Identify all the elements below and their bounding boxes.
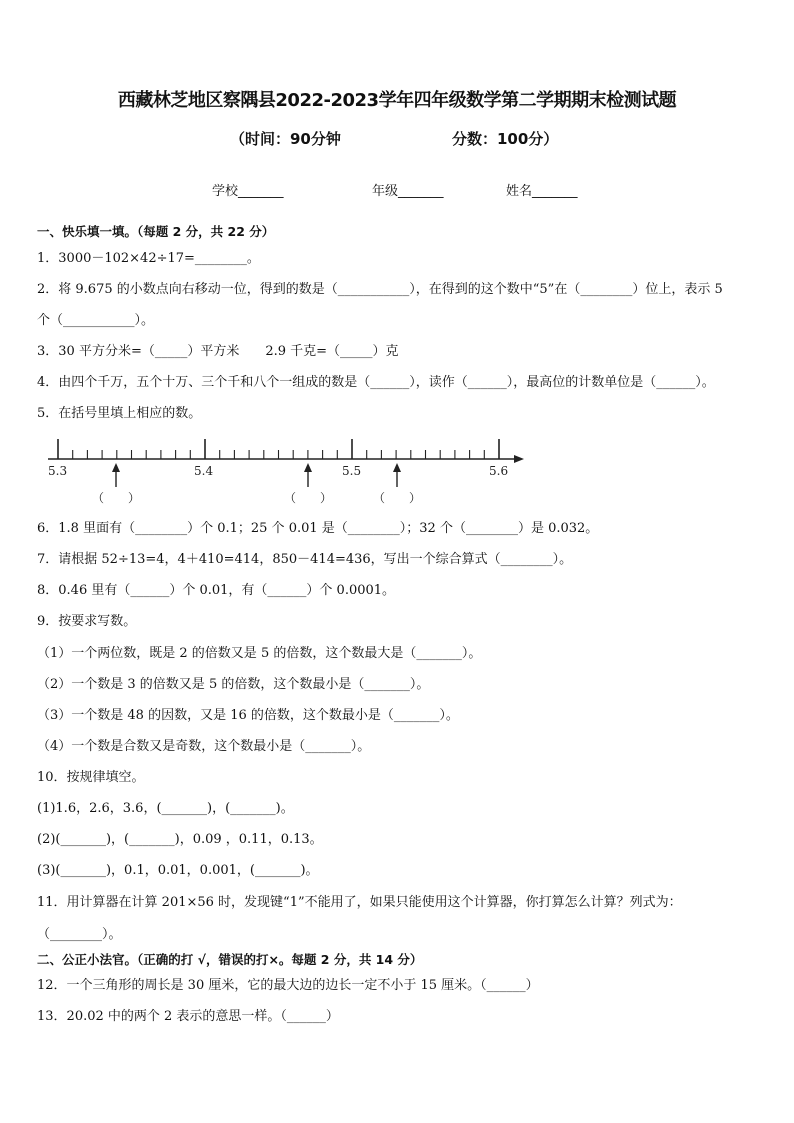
question-2-line-2: 个（___________）。 [37,313,155,328]
section-heading-2: 二、公正小法官。（正确的打 √，错误的打×。每题 2 分，共 14 分） [37,952,423,967]
number-line-label-5.4: 5.4 [194,464,214,478]
question-9-part-1: （1）一个两位数，既是 2 的倍数又是 5 的倍数，这个数最大是（_______）。 [37,646,482,661]
question-13: 13．20.02 中的两个 2 表示的意思一样。（______） [37,1009,339,1024]
question-8: 8．0.46 里有（______）个 0.01，有（______）个 0.0001。 [37,583,396,598]
exam-score: 分数：100分） [452,130,559,148]
question-9-part-2: （2）一个数是 3 的倍数又是 5 的倍数，这个数最小是（_______）。 [37,677,430,692]
question-9: 9．按要求写数。 [37,614,137,629]
question-10: 10．按规律填空。 [37,770,145,785]
question-11-line-1: 11．用计算器在计算 201×56 时，发现键“1”不能用了，如果只能使用这个计算器，你打算怎么计算？列式为： [37,895,682,910]
question-5: 5．在括号里填上相应的数。 [37,406,202,421]
number-line-blank-3: （ ） [373,491,422,505]
question-2-line-1: 2．将 9.675 的小数点向右移动一位，得到的数是（___________），在得到的这个数中“5”在（________）位上，表示 5 [37,282,723,297]
number-line-label-5.6: 5.6 [489,464,509,478]
number-line-blank-1: （ ） [92,491,141,505]
up-arrow-icon [304,463,312,487]
question-10-part-2: (2)(_______)，(_______)，0.09 ，0.11，0.13。 [37,832,323,847]
question-11-line-2: （________）。 [37,927,122,942]
number-line-arrowhead [514,455,524,463]
page-title: 西藏林芝地区察隅县2022-2023学年四年级数学第二学期期末检测试题 [117,90,677,111]
question-4: 4．由四个千万，五个十万、三个千和八个一组成的数是（______），读作（______），最高位的计数单位是（______）。 [37,375,715,390]
exam-time: （时间：90分钟 [230,130,341,148]
question-9-part-4: （4）一个数是合数又是奇数，这个数最小是（_______）。 [37,739,371,754]
question-9-part-3: （3）一个数是 48 的因数，又是 16 的倍数，这个数最小是（_______）。 [37,708,459,723]
school-field: 学校_______ [212,184,284,199]
up-arrow-icon [393,463,401,487]
section-heading-1: 一、快乐填一填。（每题 2 分，共 22 分） [37,224,275,239]
question-6: 6．1.8 里面有（________）个 0.1；25 个 0.01 是（________）；32 个（________）是 0.032。 [37,521,599,536]
question-3: 3．30 平方分米=（_____）平方米 2.9 千克=（_____）克 [37,344,399,359]
up-arrow-icon [112,463,120,487]
question-10-part-1: (1)1.6，2.6，3.6，(_______)，(_______)。 [37,801,294,816]
question-10-part-3: (3)(_______)，0.1，0.01，0.001，(_______)。 [37,863,319,878]
number-line-blank-2: （ ） [284,491,333,505]
question-12: 12．一个三角形的周长是 30 厘米，它的最大边的边长一定不小于 15 厘米。（______） [37,978,539,993]
number-line-label-5.3: 5.3 [48,464,68,478]
question-1: 1．3000－102×42÷17=________。 [37,251,260,266]
grade-field: 年级_______ [372,184,444,199]
number-line-ticks [58,439,499,459]
number-line-label-5.5: 5.5 [342,464,362,478]
name-field: 姓名_______ [506,184,578,199]
question-7: 7．请根据 52÷13=4，4＋410=414，850－414=436，写出一个综合算式（________）。 [37,552,573,567]
number-line-figure [40,432,540,512]
